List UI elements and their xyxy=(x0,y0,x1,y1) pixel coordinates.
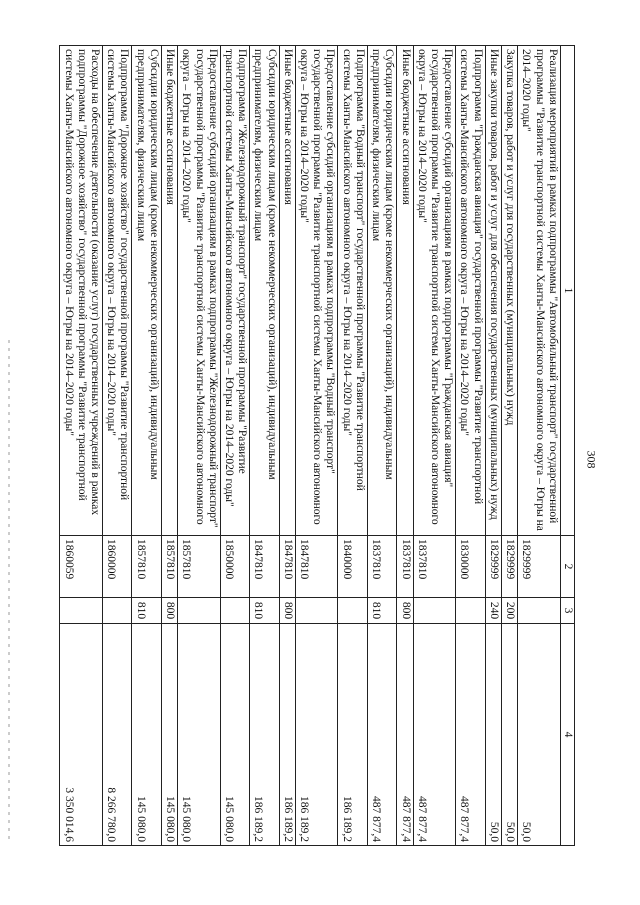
header-cell-type: 3 xyxy=(560,598,574,624)
sum-cell: 50,0 xyxy=(501,624,517,846)
header-row xyxy=(560,46,574,846)
table-row xyxy=(178,46,221,846)
code-cell: 1860059 xyxy=(60,536,103,598)
code-cell: 1847810 xyxy=(279,536,295,598)
type-cell xyxy=(103,598,132,624)
code-cell: 1837810 xyxy=(413,536,456,598)
sum-cell: 487 877,4 xyxy=(397,624,413,846)
sum-cell: 145 080,0 xyxy=(132,624,161,846)
code-cell: 1857810 xyxy=(178,536,221,598)
name-cell: Подпрограмма "Железнодорожный транспорт" государственной программы "Развитие транспортной системы Ханты-Мансийского автономного округа – Югры на 2014–2020 годы" xyxy=(220,46,249,536)
type-cell: 810 xyxy=(132,598,161,624)
table-header xyxy=(560,46,574,846)
table-row xyxy=(132,46,161,846)
name-cell: Иные бюджетные ассигнования xyxy=(397,46,413,536)
table-row xyxy=(367,46,396,846)
page-number: 308 xyxy=(584,450,599,469)
budget-table xyxy=(59,45,575,846)
table-row xyxy=(518,46,561,846)
code-cell: 1829999 xyxy=(501,536,517,598)
code-cell: 1850000 xyxy=(220,536,249,598)
code-cell: 1837810 xyxy=(397,536,413,598)
type-cell xyxy=(518,598,561,624)
type-cell: 800 xyxy=(161,598,177,624)
type-cell: 240 xyxy=(485,598,501,624)
sum-cell: 186 189,2 xyxy=(250,624,279,846)
table-row xyxy=(295,46,338,846)
type-cell: 800 xyxy=(279,598,295,624)
name-cell: Иные закупки товаров, работ и услуг для обеспечения государственных (муниципальных) нужд xyxy=(485,46,501,536)
table-row xyxy=(413,46,456,846)
type-cell xyxy=(413,598,456,624)
table-row xyxy=(250,46,279,846)
type-cell xyxy=(338,598,367,624)
type-cell xyxy=(295,598,338,624)
table-row xyxy=(338,46,367,846)
code-cell: 1829999 xyxy=(485,536,501,598)
header-cell-sum: 4 xyxy=(560,624,574,846)
table-row xyxy=(103,46,132,846)
name-cell: Иные бюджетные ассигнования xyxy=(279,46,295,536)
sum-cell: 487 877,4 xyxy=(413,624,456,846)
type-cell xyxy=(220,598,249,624)
name-cell: Субсидии юридическим лицам (кроме некоммерческих организаций), индивидуальным предпринимателям, физическим лицам xyxy=(250,46,279,536)
type-cell: 800 xyxy=(397,598,413,624)
sum-cell: 186 189,2 xyxy=(338,624,367,846)
code-cell: 1847810 xyxy=(295,536,338,598)
table-row xyxy=(161,46,177,846)
name-cell: Подпрограмма "Дорожное хозяйство" государственной программы "Развитие транспортной системы Ханты-Мансийского автономного округа – Югры на 2014–2020 годы" xyxy=(103,46,132,536)
name-cell: Расходы на обеспечение деятельности (оказание услуг) государственных учреждений в рамках подпрограммы "Дорожное хозяйство" государственной программы "Развитие транспортной системы Ханты-Мансийского автономного округа – Югры на 2014–2020 годы" xyxy=(60,46,103,536)
name-cell: Субсидии юридическим лицам (кроме некоммерческих организаций), индивидуальным предпринимателям, физическим лицам xyxy=(132,46,161,536)
table-row xyxy=(397,46,413,846)
name-cell: Субсидии юридическим лицам (кроме некоммерческих организаций), индивидуальным предпринимателям, физическим лицам xyxy=(367,46,396,536)
code-cell: 1857810 xyxy=(132,536,161,598)
code-cell: 1857810 xyxy=(161,536,177,598)
name-cell: Предоставление субсидий организациям в рамках подпрограммы "Водный транспорт" государственной программы "Развитие транспортной системы Ханты-Мансийского автономного округа – Югры на 2014–2020 годы" xyxy=(295,46,338,536)
sum-cell: 3 350 014,6 xyxy=(60,624,103,846)
sum-cell: 186 189,2 xyxy=(295,624,338,846)
type-cell: 200 xyxy=(501,598,517,624)
name-cell: Реализация мероприятий в рамках подпрограммы "Автомобильный транспорт" государственной программы "Развитие транспортной системы Ханты-Мансийского автономного округа – Югры на 2014–2020 годы" xyxy=(518,46,561,536)
name-cell: Предоставление субсидий организациям в рамках подпрограммы "Железнодорожный транспорт" государственной программы "Развитие транспортной системы Ханты-Мансийского автономного округа – Югры на 2014–2020 годы" xyxy=(178,46,221,536)
code-cell: 1829999 xyxy=(518,536,561,598)
name-cell: Подпрограмма "Водный транспорт" государственной программы "Развитие транспортной системы Ханты-Мансийского автономного округа – Югры на 2014–2020 годы" xyxy=(338,46,367,536)
table-row xyxy=(60,46,103,846)
code-cell: 1837810 xyxy=(367,536,396,598)
type-cell xyxy=(60,598,103,624)
sum-cell: 487 877,4 xyxy=(367,624,396,846)
sum-cell: 145 080,0 xyxy=(220,624,249,846)
name-cell: Предоставление субсидий организациям в рамках подпрограммы "Гражданская авиация" государственной программы "Развитие транспортной системы Ханты-Мансийского автономного округа – Югры на 2014–2020 годы" xyxy=(413,46,456,536)
name-cell: Подпрограмма "Гражданская авиация" государственной программы "Развитие транспортной системы Ханты-Мансийского автономного округа – Югры на 2014–2020 годы" xyxy=(456,46,485,536)
table-body xyxy=(60,46,560,846)
sum-cell: 186 189,2 xyxy=(279,624,295,846)
sum-cell: 50,0 xyxy=(518,624,561,846)
header-cell-name: 1 xyxy=(560,46,574,536)
scan-edge-mark xyxy=(8,340,10,840)
code-cell: 1840000 xyxy=(338,536,367,598)
code-cell: 1847810 xyxy=(250,536,279,598)
sum-cell: 487 877,4 xyxy=(456,624,485,846)
code-cell: 1860000 xyxy=(103,536,132,598)
type-cell: 810 xyxy=(367,598,396,624)
sum-cell: 145 080,0 xyxy=(178,624,221,846)
table-row xyxy=(279,46,295,846)
name-cell: Закупка товаров, работ и услуг для государственных (муниципальных) нужд xyxy=(501,46,517,536)
code-cell: 1830000 xyxy=(456,536,485,598)
header-cell-code: 2 xyxy=(560,536,574,598)
sum-cell: 145 080,0 xyxy=(161,624,177,846)
name-cell: Иные бюджетные ассигнования xyxy=(161,46,177,536)
type-cell: 810 xyxy=(250,598,279,624)
table-row xyxy=(456,46,485,846)
rotated-table-wrapper xyxy=(62,45,575,845)
type-cell xyxy=(178,598,221,624)
sum-cell: 50,0 xyxy=(485,624,501,846)
table-row xyxy=(485,46,501,846)
table-row xyxy=(501,46,517,846)
type-cell xyxy=(456,598,485,624)
table-row xyxy=(220,46,249,846)
sum-cell: 8 266 780,0 xyxy=(103,624,132,846)
